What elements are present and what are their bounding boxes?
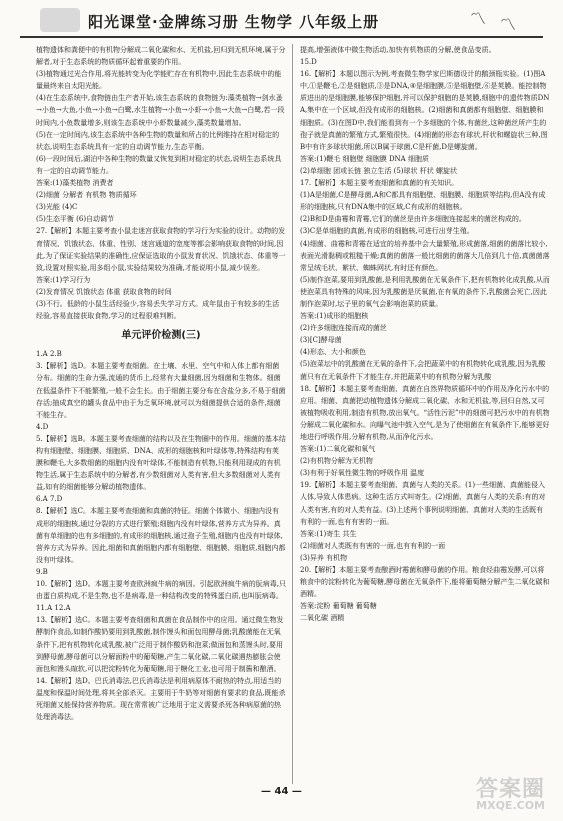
answer-paragraph: 6.A 7.D	[36, 495, 63, 504]
answer-paragraph: (2)细菌对人类既有有害的一面,也有有利的一面	[300, 541, 446, 550]
answer-paragraph: (2)细菌 分解者 有机物 物质循环	[36, 191, 137, 200]
watermark-url: MXQE.COM	[476, 799, 545, 812]
answer-paragraph: (3)不行。低龄的小鼠生活经验少,容易丢失学习方式。成年鼠由于有较多的生活经验,容易直接获取食物,学习的过程很难判断。	[36, 299, 280, 321]
answer-paragraph: (3)异养 有机物	[300, 553, 348, 562]
answer-paragraph: (3)[C]酵母菌	[300, 336, 342, 345]
answer-paragraph: (2)发育情况 饥饿状态 体重 获取食物的时间	[36, 287, 172, 296]
answer-paragraph: 提高,增强液体中微生物活动,加快有机物质的分解,使食品变质。	[300, 46, 496, 54]
answer-paragraph: (5)泡菜坛中的乳酸菌在无氧的条件下,会把蔬菜中的有机物转化成乳酸,因为乳酸菌只有在无氧条件下才能生存,并把蔬菜中的有机物分解为乳酸	[300, 360, 546, 381]
answer-paragraph: 二氧化碳 酒精	[300, 614, 345, 623]
answer-paragraph: 27.【解析】本题主要考查小鼠走迷宫获取食物的学习行为实验的设计。动物的发育情况、饥饿状态、体重、性别、迷宫通道的宽度等都会影响获取食物的时间,因此,为了保证实验结果的准确性,应保证选取的小鼠发育状况、饥饿状态、体重等一致,设置对照实验,用多组小鼠,实验结果较为准确,才能说明小鼠,减少误差。	[36, 227, 286, 272]
answer-paragraph: 答案:(1)学习行为	[36, 275, 91, 284]
answer-paragraph: 4.D	[36, 422, 49, 431]
answer-paragraph: (2)许多细胞连接而成的菌丝	[300, 324, 387, 333]
bird-icon: 〽	[500, 15, 517, 34]
answer-paragraph: 答案:(1)藻类植物 消费者	[36, 179, 114, 188]
watermark: 答案圈	[475, 777, 545, 802]
answer-paragraph: (4)细菌、曲霉和青霉在适宜的培养基中会大量繁殖,形成菌落,细菌的菌落比较小,表面光滑黏稠或粗糙干燥;真菌的菌落一般比细菌的菌落大几倍到几十倍,真菌菌落常呈绒毛状、絮状、蜘蛛网状,有时还有颜色。	[300, 239, 550, 272]
answer-paragraph: (5)在一定时间内,该生态系统中各种生物的数量和所占的比例维持在相对稳定的状态,说明生态系统具有一定的自动调节能力,生态平衡。	[36, 130, 280, 151]
answer-paragraph: (5)生态平衡 (6)自动调节	[36, 215, 115, 224]
section-title: 单元评价检测(三)	[121, 330, 201, 342]
answer-paragraph: (2)有机物分解为无机物	[300, 457, 373, 466]
answer-paragraph: 答案:(1)成形的细胞核	[300, 312, 369, 321]
answer-paragraph: (4)形态、大小和颜色	[300, 348, 366, 357]
answer-paragraph: 16.【解析】本题以图示为例,考查微生物学家巴斯德设计的鹅颈瓶实验。(1)图A中,①是鞭毛,②是细胞质,③是DNA,④是细胞膜,⑤是细胞壁,⑥是荚膜。能控制物质进出的是细胞膜,能够保护细胞,并可以保护细胞的是荚膜,细胞中的遗传物质DNA,集中在一个区域,但没有成形的细胞核。(2)细菌和真菌都有细胞壁、细胞膜和细胞质。(3)在图D中,我们能看到有一个多细胞的个体,有菌丝,这种菌丝所产生的孢子就是真菌的繁殖方式,繁殖很快。(4)细菌的形态有球状,杆状和螺旋状三种,图B中有许多球状细菌,所以B属于球菌,C是杆菌,D是螺旋菌。	[300, 70, 550, 151]
answer-paragraph: 答案:(1)寄生 共生	[300, 529, 357, 538]
answer-paragraph: 答案:(1)鞭毛 细胞壁 细胞膜 DNA 细胞质	[300, 154, 429, 163]
answer-paragraph: (3)植物通过光合作用,将光能转变为化学能贮存在有机物中,因此生态系统中的能量最终来自太阳光能。	[36, 70, 282, 91]
answer-paragraph: 15.D	[300, 58, 317, 67]
column-divider	[292, 44, 293, 784]
answer-paragraph: 1.A 2.B	[36, 350, 62, 359]
header-rule	[20, 36, 543, 38]
answer-paragraph: 17.【解析】本题主要考查细菌和真菌的有关知识。	[300, 179, 459, 188]
answer-paragraph: (1)A是细菌,C是酵母菌,A和C都具有细胞壁、细胞膜、细胞质等结构,但A没有成形的细胞核,只有DNA集中的区域,C有成形的细胞核。	[300, 191, 546, 212]
answer-paragraph: 答案:淀粉 葡萄糖 葡萄糖	[300, 602, 377, 611]
answer-paragraph: (5)制作泡菜,要用到乳酸菌,是利用乳酸菌在无氧条件下,把有机物转化成乳酸,从而使泡菜具有特殊的风味,因为乳酸菌是厌氧菌,在有氧的条件下,乳酸菌会死亡,因此制作泡菜时,坛子里的氧气会影响泡菜的质量。	[300, 275, 550, 308]
answer-paragraph: (3)光能 (4)C	[36, 203, 78, 212]
answer-paragraph: 11.A 12.A	[36, 604, 71, 613]
answer-paragraph: 18.【解析】本题主要考查细菌、真菌在自然界物质循环中的作用及净化污水中的应用。细菌、真菌把动植物遗体分解成二氧化碳、水和无机盐,等,回归自然,又可被植物吸收利用,制造有机物,放出氧气。“活性污泥”中的细菌可把污水中的有机物分解成二氧化碳和水。向曝气池中鼓入空气,是为了使细菌在有氧条件下,能够更好地进行呼吸作用,分解有机物,从而净化污水。	[300, 384, 550, 441]
bird-icon: 〽	[470, 9, 487, 28]
answer-paragraph: 14.【解析】选D。巴氏消毒法,巴氏消毒法是利用病原体不耐热的特点,用适当的温度和保温时间处理,将其全部杀灭。主要用于牛奶等对细菌有要求的食品,既能杀死细菌又能保持营养物质。现在常常被广泛地用于定义需要杀死各种病原菌的热处理消毒法。	[36, 676, 286, 722]
answer-paragraph: 3.【解析】选D。本题主要考查细菌。在土壤、水里、空气中和人体上都有细菌分布。细菌的生命力强,流通的货币上,经常有大量细菌,因为细菌和生物体。细菌在低温条件下不能繁殖,一般不会生长。由于细菌主要分布在含盐分多,不易于细菌存活;抽成真空的罐头食品中由于为乏氧环境,就可以为细菌提供合适的条件,细菌不能生存。	[36, 362, 286, 419]
page-number: — 44 —	[261, 786, 302, 797]
answer-paragraph: 答案:(1)二氧化碳和氧气	[300, 445, 376, 454]
answer-paragraph: (3)有利于好氧性微生物的呼吸作用 温度	[300, 469, 425, 478]
page-header	[0, 0, 563, 40]
answer-paragraph: 13.【解析】选C。本题主要考查细菌和真菌在食品制作中的应用。通过微生物发酵制作食品,如制作酸奶要用到乳酸菌,制作馒头和面包用酵母菌;乳酸菌能在无氧条件下,把有机物转化成乳酸,被广泛用于制作酸奶和泡菜;做面包和蒸馒头时,要用到酵母菌,酵母菌可以分解面粉中的葡萄糖,产生二氧化碳,二氧化碳遇热膨胀会使面包和馒头暄软,可以把淀粉转化为葡萄糖,用于糖化工业,也可用于制酱和酿酒。	[36, 616, 284, 673]
answer-paragraph: (6)一段时间后,湖泊中各种生物的数量又恢复到相对稳定的状态,说明生态系统具有一定的自动调节能力。	[36, 154, 282, 175]
answer-paragraph: (4)在生态系统中,食物链由生产者开始,该生态系统的食物链为:藻类植物→剑水蚤→小鱼→大鱼,小鱼→小鱼→白鹭,水生植物→小鱼→小虾→小鱼→大鱼→白鹭,若一段时间内,小鱼数量增多,则该生态系统中小虾数量减少,藻类数量增加。	[36, 94, 285, 127]
answer-paragraph: 植物遗体和粪便中的有机物分解成二氧化碳和水、无机盐,回归到无机环境,属于分解者,对于生态系统的物质循环起着重要的作用。	[36, 46, 286, 67]
header-title: 阳光课堂·金牌练习册 生物学 八年级上册	[88, 13, 380, 31]
answer-paragraph: 5.【解析】选B。本题主要考查细菌的结构以及在生物圈中的作用。细菌的基本结构有细胞壁、细胞膜、细胞质、DNA、成形的细胞核和叶绿体等,特殊结构有荚膜和鞭毛,大多数细菌的细胞内没有叶绿体,不能制造有机物,只能利用现成的有机物生活,属于生态系统中的分解者,有少数细菌对人类有害,但大多数细菌对人类有益,如有的细菌能够分解动植物遗体。	[36, 434, 286, 492]
answer-paragraph: 8.【解析】选C。本题主要考查细菌和真菌的特征。细菌个体微小、细胞内没有成形的细胞核,通过分裂的方式进行繁殖;细胞内没有叶绿体,营养方式为异养。真菌有单细胞的也有多细胞的,有成形的细胞核,通过孢子生殖,细胞内也没有叶绿体,营养方式为异养。因此,细菌和真菌细胞内都有细胞壁、细胞膜、细胞质,细胞内都没有叶绿体。	[36, 507, 286, 564]
answer-paragraph: 20.【解析】本题主要考查酿酒时霉菌和酵母菌的作用。粮食经曲霉发酵,可以将粮食中的淀粉转化为葡萄糖,酵母菌在无氧条件下,能将葡萄糖分解产生二氧化碳和酒精。	[300, 566, 550, 599]
left-column	[36, 44, 286, 784]
answer-paragraph: 10.【解析】选D。本题主要考查欧洲疯牛病的病因。引起欧洲疯牛病的朊病毒,只由蛋白质构成,不是生物,也不是病毒,是一种结构改变的特殊蛋白质,也叫朊病毒。	[36, 580, 286, 601]
answer-paragraph: (3)C是单细胞的真菌,有成形的细胞核,可进行出芽生殖。	[300, 227, 474, 236]
right-column	[300, 44, 550, 784]
answer-paragraph: 9.B	[36, 567, 48, 576]
answer-paragraph: (2)单细胞 团或长链 独立生活 (5)球状 杆状 螺旋状	[300, 166, 457, 175]
book-logo-icon	[40, 8, 80, 32]
answer-paragraph: 19.【解析】本题主要考查细菌、真菌与人类的关系。(1)一些细菌、真菌能侵入人体,导致人体患病。这种生活方式叫寄生。(2)细菌、真菌与人类的关系:有的对人类有害,有的对人类有益。(3)上述两个事例说明细菌、真菌对人类的生活既有有利的一面,也有有害的一面。	[300, 481, 546, 526]
answer-paragraph: (2)B和D是曲霉和青霉,它们的菌丝是由许多细胞连接起来的菌丝构成的。	[300, 215, 526, 224]
